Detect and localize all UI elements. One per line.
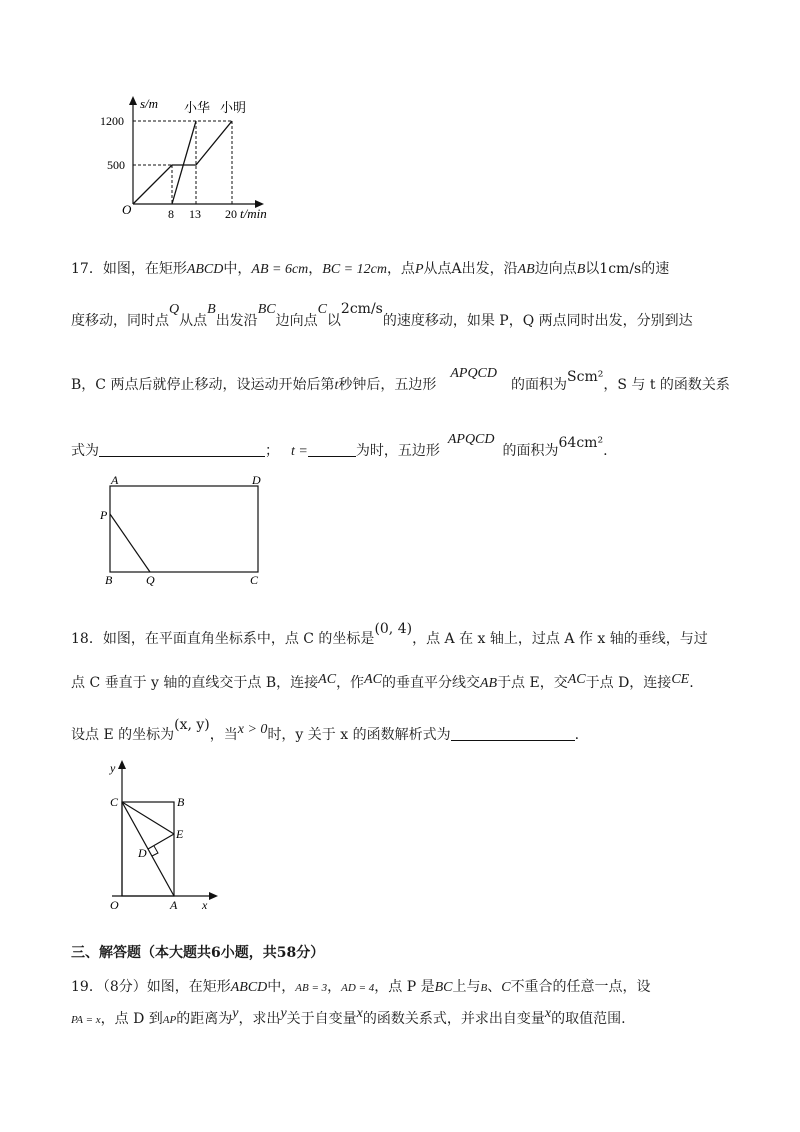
origin-label: O [122, 202, 132, 217]
segment-de [148, 834, 174, 849]
q17-line-3: B，C 两点后就停止移动，设运动开始后第t秒钟后，五边形APQCD的面积为Scm²，S 与 t 的函数关系 [71, 366, 730, 393]
q19-line-1: 19．（8分）如图，在矩形ABCD中，AB = 3，AD = 4，点 P 是BC上与B、C不重合的任意一点，设 [71, 979, 651, 995]
svg-text:D: D [252, 473, 261, 487]
svg-text:A: A [111, 473, 119, 487]
y-axis-arrow [129, 96, 137, 105]
tick-8: 8 [168, 207, 174, 221]
tick-13: 13 [189, 207, 201, 221]
distance-time-graph [100, 92, 290, 222]
tick-1200: 1200 [100, 114, 124, 128]
q18-line-3: 设点 E 的坐标为(x, y)，当x > 0时，y 关于 x 的函数解析式为 . [71, 717, 580, 743]
y-axis-label: s/m [140, 96, 159, 111]
svg-text:x: x [202, 898, 208, 912]
q17-line-4: 式为 ； t = 为时，五边形APQCD的面积为64cm². [71, 432, 608, 459]
tick-500: 500 [107, 158, 125, 172]
svg-text:P: P [100, 508, 108, 522]
segment-pq [110, 514, 150, 572]
xiaoming-line [133, 121, 232, 204]
answer-blank-1[interactable] [99, 442, 265, 457]
svg-text:y: y [110, 761, 116, 775]
series-label-xiaoming: 小明 [220, 100, 247, 115]
right-angle-mark [152, 846, 158, 856]
xiaohua-line [172, 121, 196, 204]
answer-blank-3[interactable] [451, 726, 575, 741]
svg-text:E: E [176, 827, 184, 841]
q17-line-2: 度移动，同时点Q从点B出发沿BC边向点C以2cm/s的速度移动，如果 P，Q 两点同时出发，分别到达 [71, 301, 693, 329]
svg-text:O: O [110, 898, 119, 912]
svg-text:C: C [250, 573, 259, 587]
q18-line-1: 18．如图，在平面直角坐标系中，点 C 的坐标是(0, 4)，点 A 在 x 轴上，过点 A 作 x 轴的垂线，与过 [71, 621, 708, 647]
svg-text:D: D [138, 846, 147, 860]
q19-line-2: PA = x，点 D 到AP的距离为y，求出y关于自变量x的函数关系式，并求出自变量x的取值范围. [71, 1006, 626, 1027]
segment-ce [122, 802, 174, 834]
svg-text:A: A [170, 898, 178, 912]
tick-20: 20 [225, 207, 237, 221]
coordinate-figure [104, 756, 228, 914]
section-3-header: 三、解答题（本大题共6小题，共58分） [71, 945, 325, 961]
q18-line-2: 点 C 垂直于 y 轴的直线交于点 B，连接AC，作AC的垂直平分线交AB于点 E，交AC于点 D，连接CE. [71, 672, 694, 691]
answer-blank-2[interactable] [308, 442, 356, 457]
svg-text:B: B [105, 573, 113, 587]
svg-text:C: C [110, 795, 119, 809]
svg-text:Q: Q [146, 573, 155, 587]
series-label-xiaohua: 小华 [184, 100, 211, 115]
svg-text:B: B [177, 795, 185, 809]
x-axis-label: t/min [240, 206, 267, 221]
q17-line-1: 17．如图，在矩形ABCD中，AB = 6cm，BC = 12cm，点P从点A出发，沿AB边向点B以1cm/s的速 [71, 261, 670, 277]
rectangle-figure [98, 472, 270, 590]
